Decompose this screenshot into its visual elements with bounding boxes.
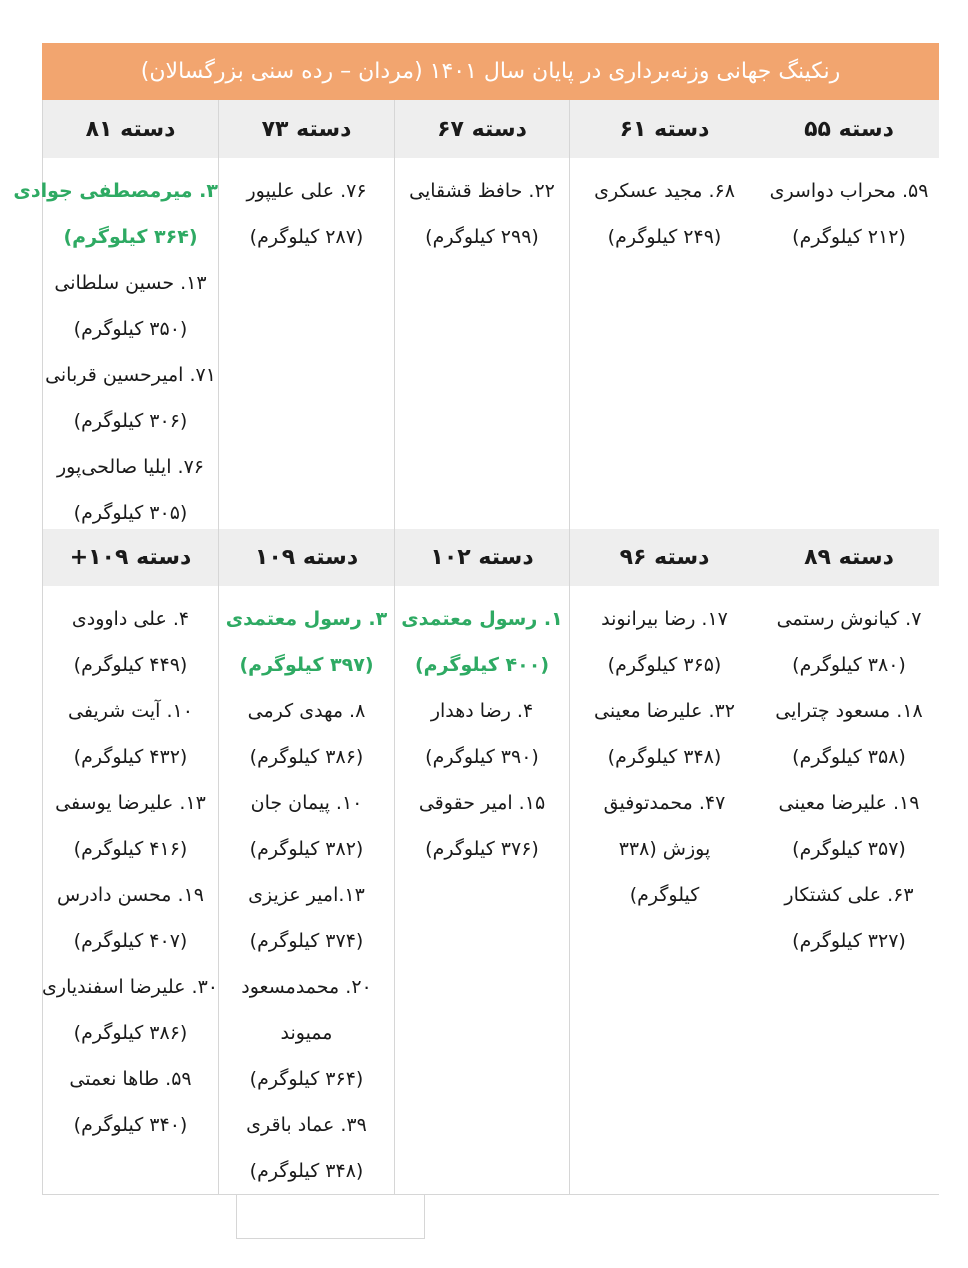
lift-total: (۳۶۵ کیلوگرم)	[607, 654, 722, 676]
category-cell	[394, 158, 569, 529]
body-row-2	[42, 586, 939, 1194]
lift-total: (۴۰۰ کیلوگرم)	[414, 654, 550, 676]
category-header: دسته ۹۶	[569, 529, 759, 586]
table-title: رنکینگ جهانی وزنه‌برداری در پایان سال ۱۴۰۱ (مردان – رده سنی بزرگسالان)	[42, 43, 939, 100]
category-header: دسته ۱۰۹+	[42, 529, 218, 586]
athlete-name: ۱۳. حسین سلطانی	[54, 272, 207, 294]
lift-total: (۳۴۸ کیلوگرم)	[249, 1160, 364, 1182]
header-row-2	[42, 529, 939, 586]
category-cell	[569, 586, 759, 1194]
athlete-name: ۴. رضا دهدار	[430, 700, 534, 722]
athlete-name: ۴. علی داوودی	[71, 608, 190, 630]
lift-total: (۳۸۲ کیلوگرم)	[249, 838, 364, 860]
category-cell	[759, 586, 939, 1194]
athlete-name: ۲۰. محمدمسعود	[241, 976, 372, 998]
lift-total: (۲۱۲ کیلوگرم)	[792, 226, 906, 248]
athlete-name: ۸. مهدی کرمی	[247, 700, 366, 722]
athlete-name: ۱۰. آیت شریفی	[68, 700, 193, 722]
athlete-name: ۱۹. محسن دادرس	[57, 884, 204, 906]
lift-total: (۳۰۶ کیلوگرم)	[73, 410, 188, 432]
athlete-name: ۳۰. علیرضا اسفندیاری	[42, 976, 218, 998]
athlete-name: ۱۳.امیر عزیزی	[248, 884, 365, 906]
category-cell	[394, 586, 569, 1194]
athlete-name: ۱۵. امیر حقوقی	[418, 792, 546, 814]
lift-total: (۳۵۸ کیلوگرم)	[792, 746, 906, 768]
athlete-name: پوزش (۳۳۸	[618, 838, 711, 860]
category-header: دسته ۸۱	[42, 100, 218, 158]
athlete-name: ۷. کیانوش رستمی	[776, 608, 922, 630]
category-header: دسته ۶۱	[569, 100, 759, 158]
athlete-name: ۱۷. رضا بیرانوند	[601, 608, 728, 630]
athlete-name: ۶۸. مجید عسکری	[594, 180, 735, 202]
athlete-name: ۱۹. علیرضا معینی	[778, 792, 920, 814]
athlete-name: ۲۲. حافظ قشقایی	[409, 180, 555, 202]
lift-total: (۳۷۶ کیلوگرم)	[425, 838, 539, 860]
lift-total: (۳۷۴ کیلوگرم)	[249, 930, 364, 952]
body-row-1	[13, 158, 939, 529]
athlete-name: ۳۹. عماد باقری	[246, 1114, 367, 1136]
lift-total: (۳۶۴ کیلوگرم)	[249, 1068, 364, 1090]
lift-total: (۳۵۰ کیلوگرم)	[73, 318, 188, 340]
lift-total: (۳۴۸ کیلوگرم)	[607, 746, 722, 768]
lift-total: (۳۸۶ کیلوگرم)	[249, 746, 364, 768]
lift-total: (۴۱۶ کیلوگرم)	[73, 838, 188, 860]
lift-total: (۲۴۹ کیلوگرم)	[607, 226, 722, 248]
category-cell	[218, 586, 394, 1194]
athlete-name: ۱۳. علیرضا یوسفی	[55, 792, 206, 814]
table-overflow-cell	[236, 1194, 425, 1239]
lift-total: (۴۳۲ کیلوگرم)	[73, 746, 188, 768]
lift-total: (۳۸۶ کیلوگرم)	[73, 1022, 188, 1044]
athlete-name: ۷۶. علی علیپور	[246, 180, 367, 202]
athlete-name: ۴۷. محمدتوفیق	[603, 792, 726, 814]
athlete-name: ۱۰. پیمان جان	[250, 792, 363, 814]
athlete-name: ۳۲. علیرضا معینی	[594, 700, 735, 722]
category-header: دسته ۱۰۲	[394, 529, 569, 586]
lift-total: (۳۹۰ کیلوگرم)	[425, 746, 539, 768]
athlete-name: ممیوند	[280, 1022, 333, 1044]
lift-total: (۴۰۷ کیلوگرم)	[73, 930, 188, 952]
lift-total: (۲۹۹ کیلوگرم)	[425, 226, 539, 248]
category-cell	[218, 158, 394, 529]
category-header: دسته ۵۵	[759, 100, 939, 158]
athlete-name: ۶۳. علی کشتکار	[784, 884, 914, 906]
category-header: دسته ۶۷	[394, 100, 569, 158]
athlete-name: ۵۹. محراب دواسری	[769, 180, 929, 202]
category-cell	[42, 586, 218, 1194]
category-header: دسته ۷۳	[218, 100, 394, 158]
athlete-name: ۷۶. ایلیا صالحی‌پور	[56, 456, 204, 478]
lift-total: (۲۸۷ کیلوگرم)	[249, 226, 364, 248]
athlete-name: ۵۹. طاها نعمتی	[69, 1068, 192, 1090]
athlete-name: ۷۱. امیرحسین قربانی	[45, 364, 216, 386]
lift-total: (۳۴۰ کیلوگرم)	[73, 1114, 188, 1136]
lift-total: (۴۴۹ کیلوگرم)	[73, 654, 188, 676]
lift-total: (۳۹۷ کیلوگرم)	[239, 654, 374, 676]
category-cell	[569, 158, 759, 529]
header-row-1	[42, 100, 939, 158]
lift-total: (۳۶۴ کیلوگرم)	[63, 226, 198, 248]
category-header: دسته ۸۹	[759, 529, 939, 586]
lift-total: (۳۰۵ کیلوگرم)	[73, 502, 188, 524]
lift-total: (۳۲۷ کیلوگرم)	[792, 930, 906, 952]
athlete-name: ۳. میرمصطفی جوادی	[13, 180, 218, 202]
category-header: دسته ۱۰۹	[218, 529, 394, 586]
lift-total: (۳۵۷ کیلوگرم)	[792, 838, 906, 860]
athlete-name: ۱. رسول معتمدی	[401, 608, 563, 630]
table-bottom-border	[42, 1194, 939, 1195]
lift-total: (۳۸۰ کیلوگرم)	[792, 654, 906, 676]
category-cell	[759, 158, 939, 529]
category-cell	[13, 158, 218, 529]
lift-total: کیلوگرم)	[629, 884, 700, 906]
athlete-name: ۳. رسول معتمدی	[225, 608, 388, 630]
athlete-name: ۱۸. مسعود چترایی	[775, 700, 923, 722]
